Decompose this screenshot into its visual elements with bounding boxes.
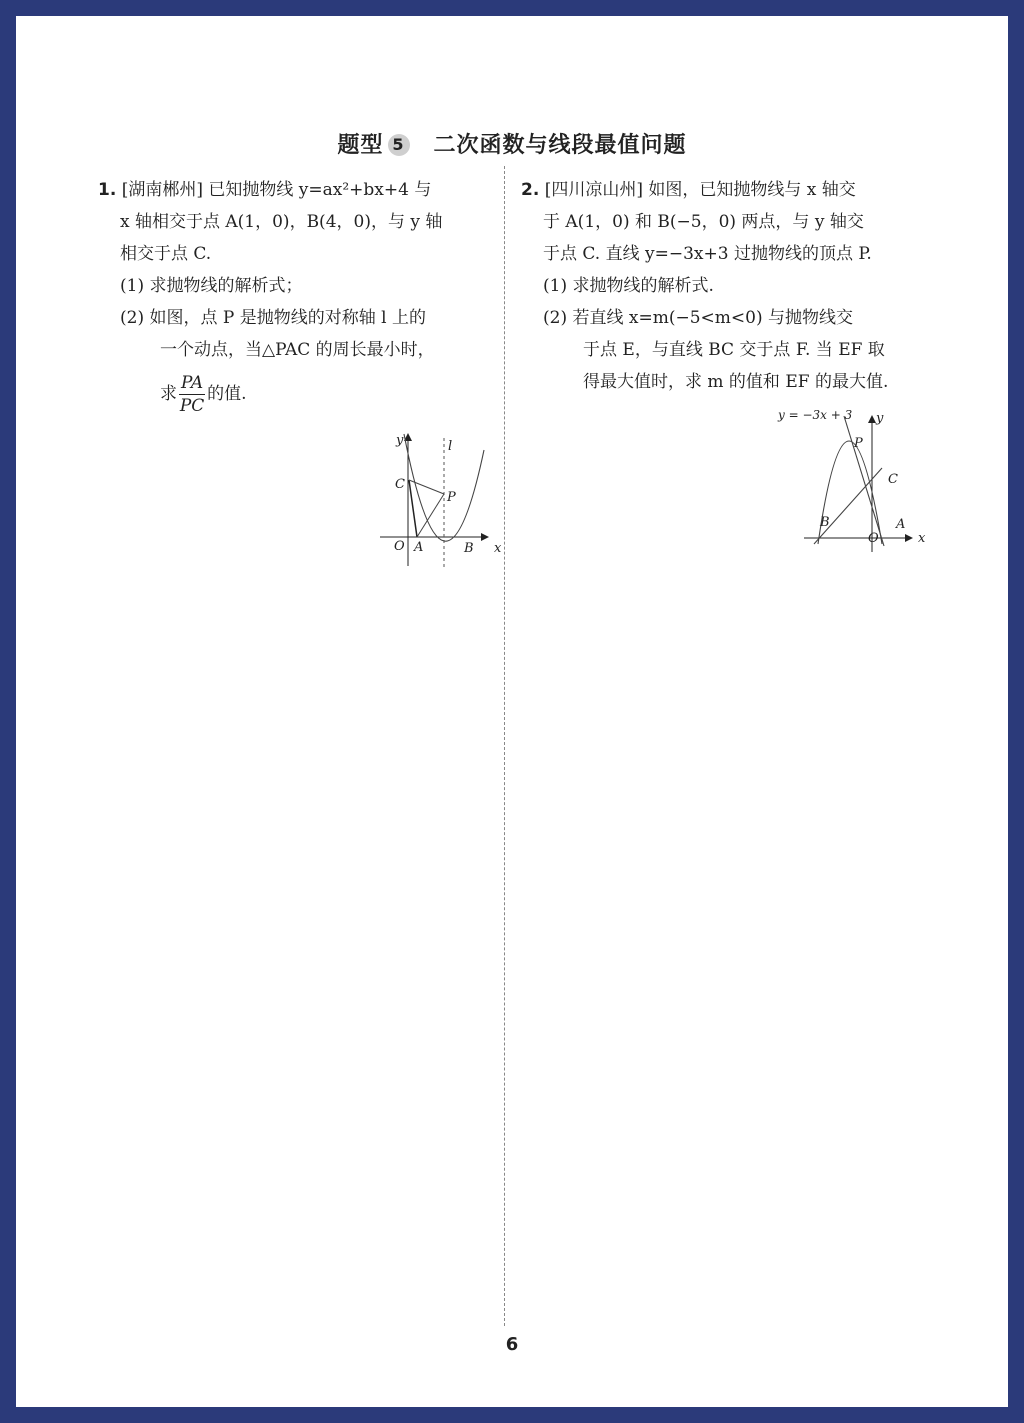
q1-last-line bbox=[98, 372, 488, 417]
column-divider bbox=[504, 166, 505, 1326]
label-p: P bbox=[447, 490, 456, 505]
fraction-denominator: PC bbox=[179, 396, 205, 416]
q1-line: [湖南郴州] 已知抛物线 y=ax²+bx+4 与 bbox=[121, 180, 432, 200]
question-1 bbox=[98, 174, 488, 417]
q1-line: (1) 求抛物线的解析式； bbox=[120, 276, 303, 296]
label-b: B bbox=[464, 541, 474, 556]
q2-line: (2) 若直线 x=m(−5<m<0) 与抛物线交 bbox=[543, 308, 853, 328]
question-1-number: 1. bbox=[98, 180, 117, 200]
label-line-equation: y = −3x + 3 bbox=[778, 408, 853, 422]
q2-line: (1) 求抛物线的解析式. bbox=[543, 276, 714, 296]
q1-line: 相交于点 C. bbox=[120, 244, 212, 264]
q1-line: x 轴相交于点 A(1，0)，B(4，0)，与 y 轴 bbox=[120, 212, 443, 232]
question-2 bbox=[521, 174, 913, 398]
q1-last-suffix: 的值. bbox=[207, 384, 247, 404]
fraction-numerator: PA bbox=[181, 373, 204, 393]
label-x: x bbox=[918, 531, 926, 546]
label-p: P bbox=[854, 436, 863, 451]
q1-figure bbox=[362, 420, 502, 570]
label-c: C bbox=[888, 472, 898, 487]
segment-ap bbox=[417, 494, 444, 537]
label-l: l bbox=[448, 439, 453, 454]
question-2-number: 2. bbox=[521, 180, 540, 200]
line-y-neg3x-plus-3 bbox=[844, 416, 884, 546]
segment-cp bbox=[409, 480, 444, 494]
label-a: A bbox=[896, 517, 906, 532]
q2-line: 于 A(1，0) 和 B(−5，0) 两点，与 y 轴交 bbox=[543, 212, 864, 232]
q2-figure bbox=[776, 404, 926, 554]
label-c: C bbox=[395, 477, 405, 492]
worksheet-page bbox=[16, 16, 1008, 1407]
q2-line: 于点 C. 直线 y=−3x+3 过抛物线的顶点 P. bbox=[543, 244, 872, 264]
title-prefix: 题型 bbox=[337, 133, 384, 158]
page-title bbox=[16, 128, 1008, 159]
title-number-badge: 5 bbox=[388, 134, 410, 156]
label-x: x bbox=[494, 541, 502, 556]
label-a: A bbox=[414, 540, 424, 555]
q1-line: 一个动点，当△PAC 的周长最小时， bbox=[160, 340, 435, 360]
segment-ca bbox=[409, 480, 417, 537]
q1-line: (2) 如图，点 P 是抛物线的对称轴 l 上的 bbox=[120, 308, 426, 328]
q1-last-prefix: 求 bbox=[160, 384, 177, 404]
label-b: B bbox=[820, 515, 830, 530]
q2-line: [四川凉山州] 如图，已知抛物线与 x 轴交 bbox=[544, 180, 856, 200]
title-text: 二次函数与线段最值问题 bbox=[433, 133, 687, 158]
fraction-pa-pc bbox=[179, 372, 205, 417]
label-o: O bbox=[394, 539, 405, 554]
q2-line: 得最大值时，求 m 的值和 EF 的最大值. bbox=[583, 372, 889, 392]
label-o: O bbox=[868, 531, 879, 546]
page-number: 6 bbox=[505, 1334, 519, 1355]
label-y: y bbox=[396, 433, 404, 448]
label-y: y bbox=[876, 411, 884, 426]
q2-line: 于点 E，与直线 BC 交于点 F. 当 EF 取 bbox=[583, 340, 885, 360]
